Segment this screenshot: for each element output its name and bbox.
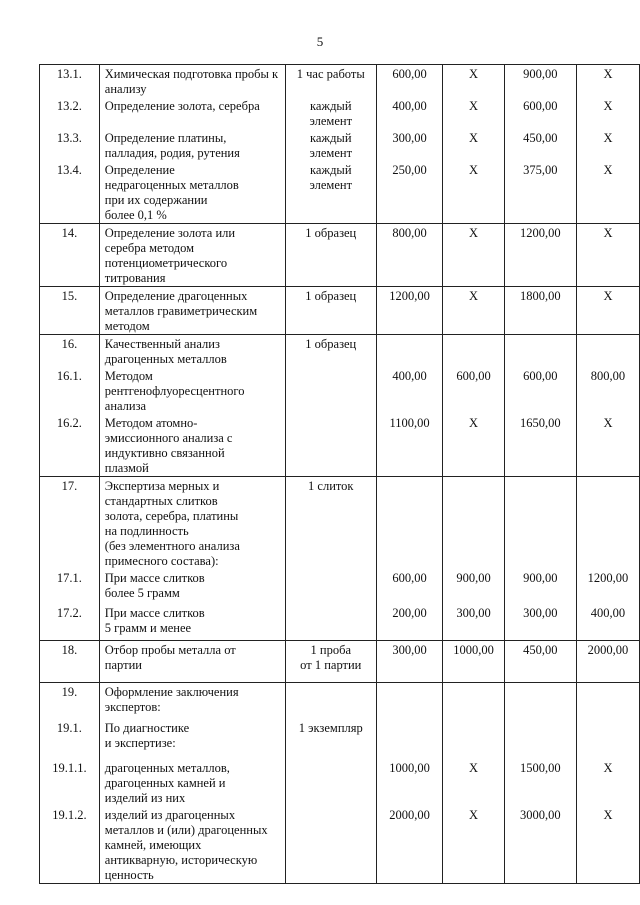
price-col-3: 1200,00 bbox=[504, 224, 576, 287]
row-name: Методом атомно- эмиссионного анализа с индуктивно связанной плазмой bbox=[99, 414, 285, 477]
row-name: Оформление заключения экспертов: bbox=[99, 682, 285, 719]
row-number: 13.4. bbox=[40, 161, 100, 224]
price-col-4: X bbox=[576, 287, 639, 335]
table-row bbox=[40, 97, 640, 129]
row-unit: 1 образец bbox=[285, 224, 376, 287]
price-col-1: 2000,00 bbox=[376, 806, 443, 884]
row-name: Отбор пробы металла от партии bbox=[99, 640, 285, 682]
table-row bbox=[40, 129, 640, 161]
table-row bbox=[40, 806, 640, 884]
table-row bbox=[40, 682, 640, 719]
row-name: При массе слитков более 5 грамм bbox=[99, 569, 285, 604]
price-col-1: 250,00 bbox=[376, 161, 443, 224]
price-col-4 bbox=[576, 682, 639, 719]
row-number: 16. bbox=[40, 335, 100, 368]
price-col-1: 200,00 bbox=[376, 604, 443, 640]
price-col-1: 600,00 bbox=[376, 65, 443, 98]
price-col-3: 1800,00 bbox=[504, 287, 576, 335]
table-row bbox=[40, 224, 640, 287]
price-col-3: 600,00 bbox=[504, 367, 576, 414]
row-unit: 1 образец bbox=[285, 287, 376, 335]
table-row bbox=[40, 759, 640, 806]
row-number: 14. bbox=[40, 224, 100, 287]
price-col-1 bbox=[376, 335, 443, 368]
table-row bbox=[40, 335, 640, 368]
price-col-1: 1200,00 bbox=[376, 287, 443, 335]
row-number: 17. bbox=[40, 477, 100, 570]
row-unit bbox=[285, 759, 376, 806]
price-col-1 bbox=[376, 682, 443, 719]
row-name: Химическая подготовка пробы к анализу bbox=[99, 65, 285, 98]
table-row bbox=[40, 719, 640, 759]
table-row bbox=[40, 414, 640, 477]
price-col-2: X bbox=[443, 161, 504, 224]
price-col-3: 3000,00 bbox=[504, 806, 576, 884]
price-col-3: 450,00 bbox=[504, 129, 576, 161]
row-number: 17.1. bbox=[40, 569, 100, 604]
price-col-2: X bbox=[443, 97, 504, 129]
price-col-4: 400,00 bbox=[576, 604, 639, 640]
row-number: 19.1.1. bbox=[40, 759, 100, 806]
row-number: 13.3. bbox=[40, 129, 100, 161]
price-col-2: X bbox=[443, 65, 504, 98]
price-col-2: X bbox=[443, 129, 504, 161]
price-table-body bbox=[40, 65, 640, 884]
row-unit: 1 час работы bbox=[285, 65, 376, 98]
row-unit: 1 проба от 1 партии bbox=[285, 640, 376, 682]
price-col-2: X bbox=[443, 414, 504, 477]
price-col-2: 900,00 bbox=[443, 569, 504, 604]
row-unit bbox=[285, 682, 376, 719]
price-col-1: 300,00 bbox=[376, 640, 443, 682]
price-col-2: 1000,00 bbox=[443, 640, 504, 682]
row-unit: каждый элемент bbox=[285, 97, 376, 129]
price-col-4: X bbox=[576, 65, 639, 98]
price-col-3 bbox=[504, 719, 576, 759]
table-row bbox=[40, 640, 640, 682]
price-col-4: X bbox=[576, 97, 639, 129]
row-name: драгоценных металлов, драгоценных камней и изделий из них bbox=[99, 759, 285, 806]
row-unit bbox=[285, 604, 376, 640]
row-name: Экспертиза мерных и стандартных слитков золота, серебра, платины на подлинность (без элементного анализа примесного состава): bbox=[99, 477, 285, 570]
price-col-2: X bbox=[443, 287, 504, 335]
row-unit bbox=[285, 569, 376, 604]
row-name: Определение недрагоценных металлов при их содержании более 0,1 % bbox=[99, 161, 285, 224]
row-number: 15. bbox=[40, 287, 100, 335]
price-col-1: 400,00 bbox=[376, 97, 443, 129]
price-col-3 bbox=[504, 682, 576, 719]
row-number: 16.1. bbox=[40, 367, 100, 414]
price-col-4 bbox=[576, 477, 639, 570]
row-name: Определение золота или серебра методом потенциометрического титрования bbox=[99, 224, 285, 287]
row-unit: каждый элемент bbox=[285, 129, 376, 161]
price-col-4: X bbox=[576, 759, 639, 806]
price-col-2 bbox=[443, 335, 504, 368]
row-unit: 1 образец bbox=[285, 335, 376, 368]
price-col-1 bbox=[376, 477, 443, 570]
price-col-1: 1100,00 bbox=[376, 414, 443, 477]
row-unit: каждый элемент bbox=[285, 161, 376, 224]
price-col-4: X bbox=[576, 414, 639, 477]
table-row bbox=[40, 569, 640, 604]
price-col-3: 600,00 bbox=[504, 97, 576, 129]
price-col-4: X bbox=[576, 224, 639, 287]
price-col-3: 1650,00 bbox=[504, 414, 576, 477]
price-col-3 bbox=[504, 335, 576, 368]
price-col-4: X bbox=[576, 129, 639, 161]
price-col-4: 2000,00 bbox=[576, 640, 639, 682]
row-name: Определение драгоценных металлов гравиметрическим методом bbox=[99, 287, 285, 335]
row-unit bbox=[285, 414, 376, 477]
row-number: 19.1.2. bbox=[40, 806, 100, 884]
price-col-2: 600,00 bbox=[443, 367, 504, 414]
price-col-2 bbox=[443, 477, 504, 570]
row-unit: 1 слиток bbox=[285, 477, 376, 570]
row-number: 19.1. bbox=[40, 719, 100, 759]
price-col-2: X bbox=[443, 224, 504, 287]
price-table bbox=[39, 64, 640, 884]
price-col-3: 450,00 bbox=[504, 640, 576, 682]
price-col-1: 300,00 bbox=[376, 129, 443, 161]
row-name: Определение золота, серебра bbox=[99, 97, 285, 129]
price-col-3: 900,00 bbox=[504, 65, 576, 98]
row-number: 13.2. bbox=[40, 97, 100, 129]
price-col-3: 1500,00 bbox=[504, 759, 576, 806]
row-name: При массе слитков 5 грамм и менее bbox=[99, 604, 285, 640]
price-col-2 bbox=[443, 682, 504, 719]
price-col-2: X bbox=[443, 759, 504, 806]
row-number: 16.2. bbox=[40, 414, 100, 477]
table-row bbox=[40, 65, 640, 98]
price-col-3 bbox=[504, 477, 576, 570]
table-row bbox=[40, 287, 640, 335]
price-col-4 bbox=[576, 335, 639, 368]
row-unit bbox=[285, 806, 376, 884]
price-col-1: 800,00 bbox=[376, 224, 443, 287]
row-number: 17.2. bbox=[40, 604, 100, 640]
price-col-2 bbox=[443, 719, 504, 759]
row-number: 18. bbox=[40, 640, 100, 682]
price-col-3: 900,00 bbox=[504, 569, 576, 604]
row-name: Качественный анализ драгоценных металлов bbox=[99, 335, 285, 368]
table-row bbox=[40, 161, 640, 224]
page-number: 5 bbox=[316, 34, 324, 49]
price-col-2: X bbox=[443, 806, 504, 884]
price-col-4: 800,00 bbox=[576, 367, 639, 414]
price-col-1: 400,00 bbox=[376, 367, 443, 414]
price-col-4: X bbox=[576, 806, 639, 884]
row-name: изделий из драгоценных металлов и (или) драгоценных камней, имеющих антикварную, историческую ценность bbox=[99, 806, 285, 884]
price-col-4 bbox=[576, 719, 639, 759]
table-row bbox=[40, 367, 640, 414]
table-row bbox=[40, 477, 640, 570]
row-name: По диагностике и экспертизе: bbox=[99, 719, 285, 759]
price-col-4: X bbox=[576, 161, 639, 224]
price-col-4: 1200,00 bbox=[576, 569, 639, 604]
price-col-1: 1000,00 bbox=[376, 759, 443, 806]
price-col-1 bbox=[376, 719, 443, 759]
price-col-3: 375,00 bbox=[504, 161, 576, 224]
table-row bbox=[40, 604, 640, 640]
row-name: Методом рентгенофлуоресцентного анализа bbox=[99, 367, 285, 414]
row-name: Определение платины, палладия, родия, рутения bbox=[99, 129, 285, 161]
price-col-1: 600,00 bbox=[376, 569, 443, 604]
price-col-2: 300,00 bbox=[443, 604, 504, 640]
row-unit bbox=[285, 367, 376, 414]
price-col-3: 300,00 bbox=[504, 604, 576, 640]
row-number: 13.1. bbox=[40, 65, 100, 98]
row-number: 19. bbox=[40, 682, 100, 719]
row-unit: 1 экземпляр bbox=[285, 719, 376, 759]
